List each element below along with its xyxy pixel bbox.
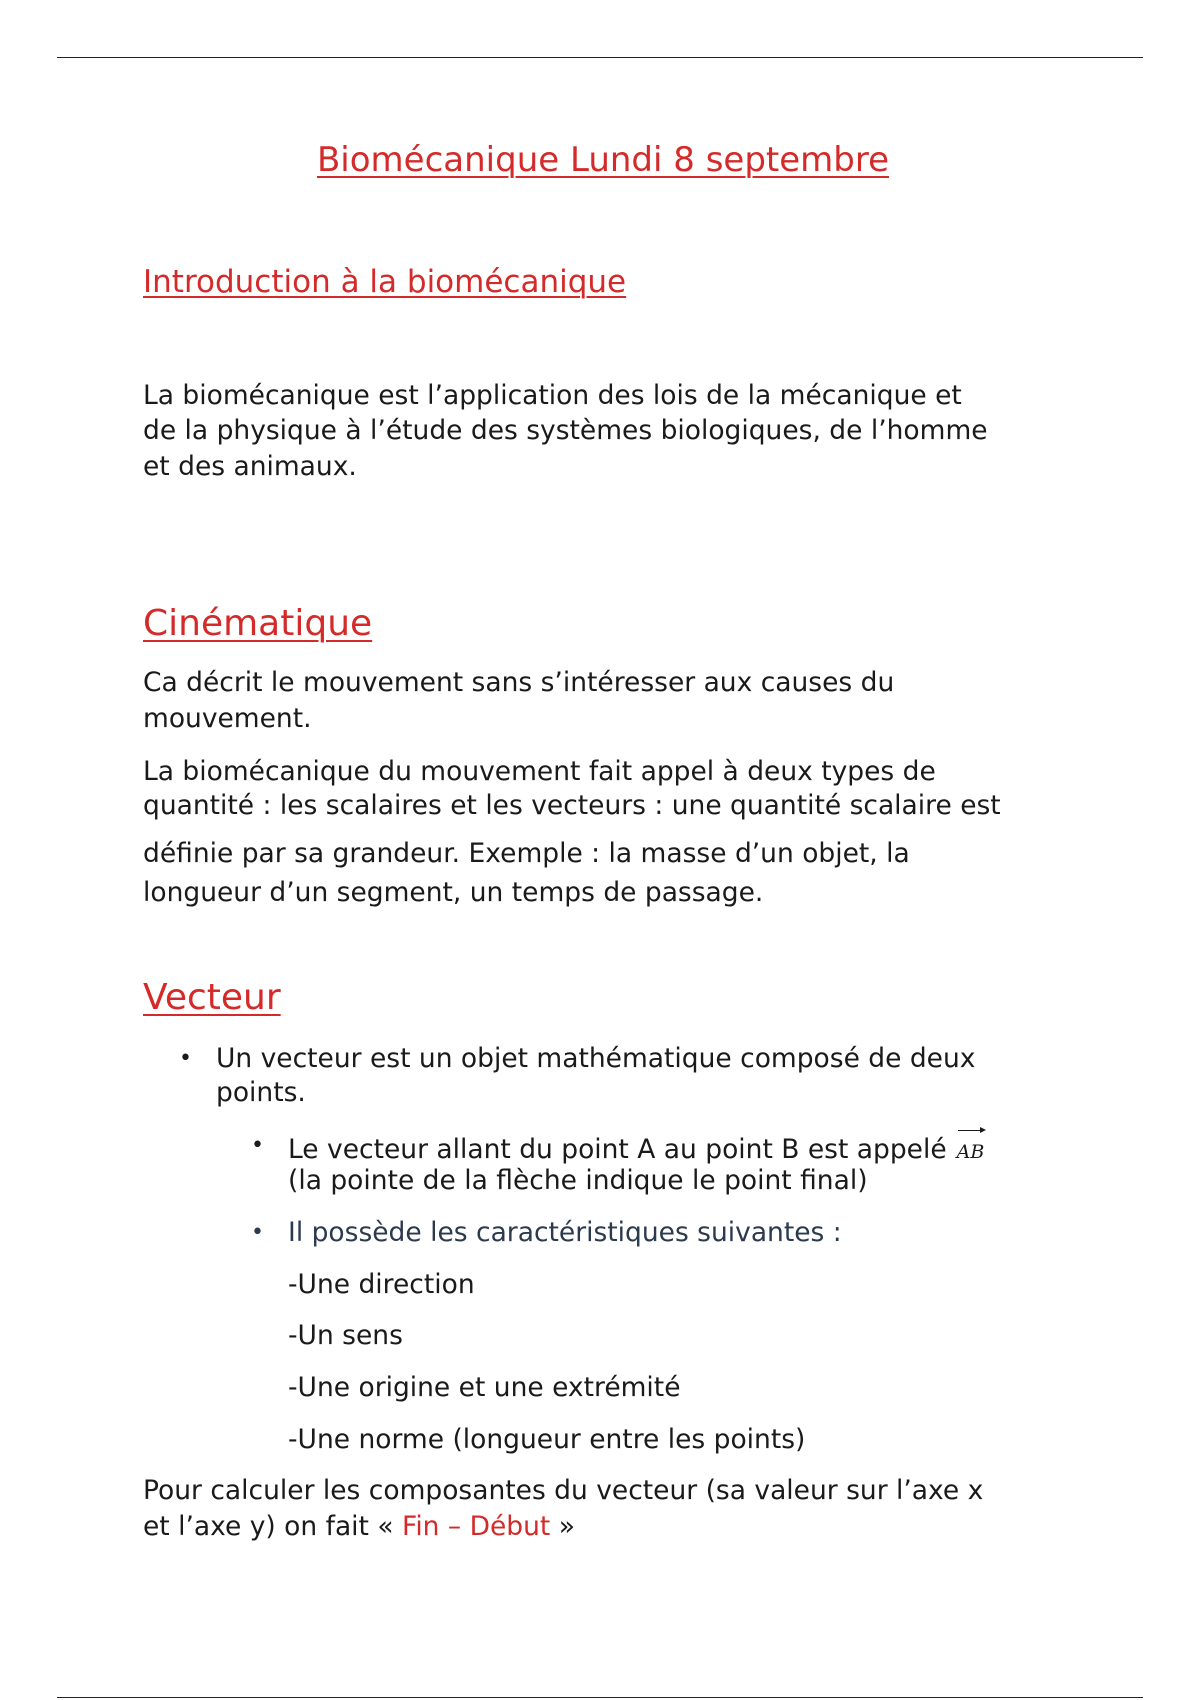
bullet-icon: • <box>179 1046 192 1071</box>
components-text-line: Pour calculer les composantes du vecteur (sa valeur sur l’axe x <box>143 1475 984 1506</box>
bullet-icon: • <box>251 1220 264 1245</box>
intro-text-line: et des animaux. <box>143 451 357 482</box>
bullet-icon: • <box>251 1133 264 1158</box>
intro-text-line: de la physique à l’étude des systèmes biologiques, de l’homme <box>143 415 988 446</box>
page-title: Biomécanique Lundi 8 septembre <box>316 140 890 180</box>
cinematique-text-line: Ca décrit le mouvement sans s’intéresser aux causes du <box>143 667 895 698</box>
components-text-start: et l’axe y) on fait « <box>143 1511 402 1542</box>
cinematique-text-line: mouvement. <box>143 703 312 734</box>
characteristic-item: -Une origine et une extrémité <box>288 1372 681 1403</box>
characteristic-item: -Une direction <box>288 1269 475 1300</box>
cinematique-text-line: définie par sa grandeur. Exemple : la masse d’un objet, la <box>143 838 910 869</box>
cinematique-text-line: La biomécanique du mouvement fait appel à deux types de <box>143 756 936 787</box>
vecteur-bullet-line: Un vecteur est un objet mathématique composé de deux <box>216 1043 976 1074</box>
vecteur-sub-bullet-line: (la pointe de la flèche indique le point final) <box>288 1165 868 1196</box>
characteristic-item: -Un sens <box>288 1320 403 1351</box>
top-rule <box>57 57 1143 58</box>
bottom-rule <box>57 1697 1143 1698</box>
intro-text-line: La biomécanique est l’application des lois de la mécanique et <box>143 380 962 411</box>
characteristic-item: -Une norme (longueur entre les points) <box>288 1424 806 1455</box>
components-text-end: » <box>550 1511 575 1542</box>
cinematique-heading: Cinématique <box>143 603 373 644</box>
cinematique-text-line: quantité : les scalaires et les vecteurs : une quantité scalaire est <box>143 790 1001 821</box>
components-text-line <box>143 1509 575 1545</box>
vecteur-sub-bullet-text: Le vecteur allant du point A au point B est appelé <box>288 1134 947 1165</box>
vector-ab-label: AB <box>956 1141 985 1163</box>
vector-ab-notation <box>957 1128 985 1170</box>
vecteur-bullet-line: points. <box>216 1077 306 1108</box>
vecteur-sub-bullet-line: Il possède les caractéristiques suivantes : <box>288 1217 842 1248</box>
vector-arrow-icon <box>958 1130 985 1131</box>
components-formula: Fin – Début <box>402 1511 551 1542</box>
vecteur-heading: Vecteur <box>143 977 281 1018</box>
intro-heading: Introduction à la biomécanique <box>143 264 627 300</box>
cinematique-text-line: longueur d’un segment, un temps de passage. <box>143 877 764 908</box>
